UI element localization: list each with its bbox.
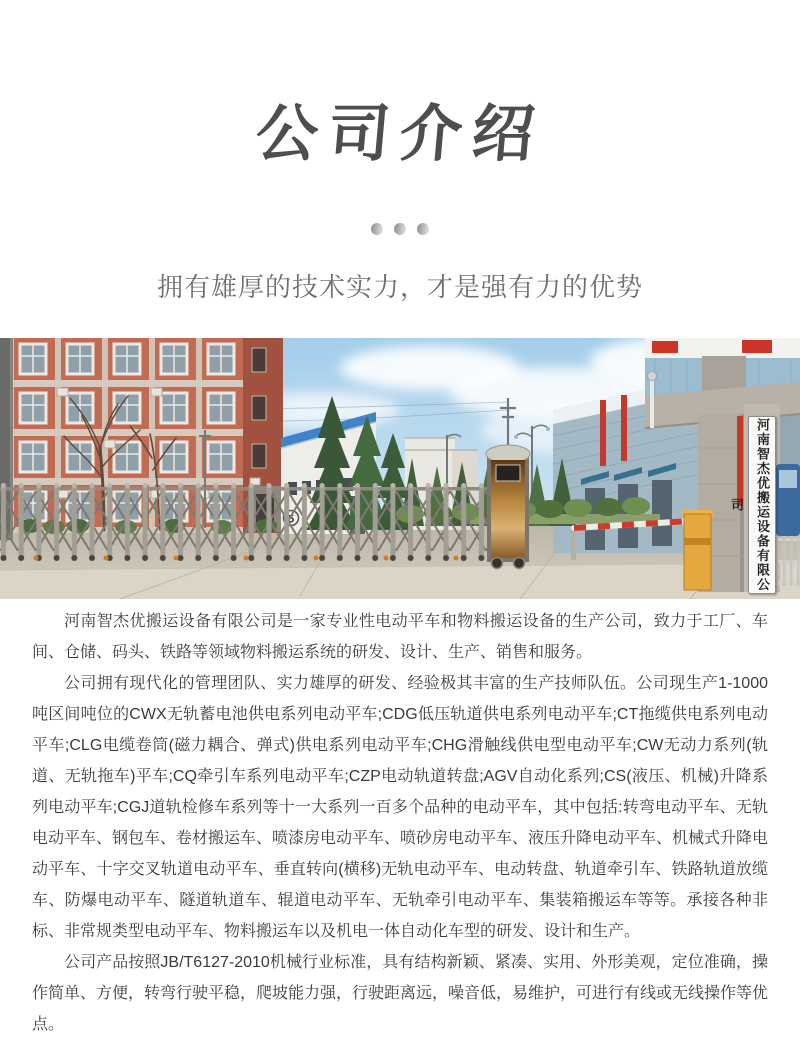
entrance-sign: 河南智杰优搬运设备有限公司	[748, 416, 776, 594]
dot-decoration	[371, 223, 383, 235]
page-title: 公司介绍	[253, 100, 548, 169]
dot-decoration	[394, 223, 406, 235]
company-photo-illustration	[0, 338, 800, 599]
gate-drive-unit	[486, 445, 530, 569]
products-paragraph: 公司拥有现代化的管理团队、实力雄厚的研发、经验极其丰富的生产技师队伍。公司现生产1-1000吨区间吨位的CWX无轨蓄电池供电系列电动平车;CDG低压轨道供电系列电动平车;CT拖缆供电系列电动平车;CLG电缆卷筒(磁力耦合、弹式)供电系列电动平车;CHG滑触线供电型电动平车;CW无动力系列(轨道、无轨拖车)平车;CQ牵引车系列电动平车;CZP电动轨道转盘;AGV自动化系列;CS(液压、机械)升降系列电动平车;CGJ道轨检修车系列等十一大系列一百多个品种的电动平车，其中包括:转弯电动平车、无轨电动平车、钢包车、卷材搬运车、喷漆房电动平车、喷砂房电动平车、液压升降电动平车、机械式升降电动平车、十字交叉轨道电动平车、垂直转向(横移)无轨电动平车、电动转盘、轨道牵引车、铁路轨道放缆车、防爆电动平车、隧道轨道车、辊道电动平车、无轨牵引电动平车、集装箱搬运车等等。承接各种非标、非常规类型电动平车、物料搬运车以及机电一体自动化车型的研发、设计和生产。	[32, 674, 769, 940]
intro-header	[0, 0, 800, 305]
company-entrance-photo	[0, 338, 800, 599]
company-intro-article	[0, 599, 800, 1040]
title-dots-decoration	[0, 223, 800, 235]
dot-decoration	[417, 223, 429, 235]
standards-paragraph: 公司产品按照JB/T6127-2010机械行业标准，具有结构新颖、紧凑、实用、外形美观，定位准确，操作简单、方便，转弯行驶平稳，爬坡能力强，行驶距离远，噪音低，易维护，可进行有线或无线操作等优点。	[32, 953, 769, 1033]
intro-paragraph: 河南智杰优搬运设备有限公司是一家专业性电动平车和物料搬运设备的生产公司，致力于工厂、车间、仓储、码头、铁路等领域物料搬运系统的研发、设计、生产、销售和服务。	[32, 612, 768, 661]
intro-subtitle: 拥有雄厚的技术实力，才是强有力的优势	[156, 272, 643, 302]
